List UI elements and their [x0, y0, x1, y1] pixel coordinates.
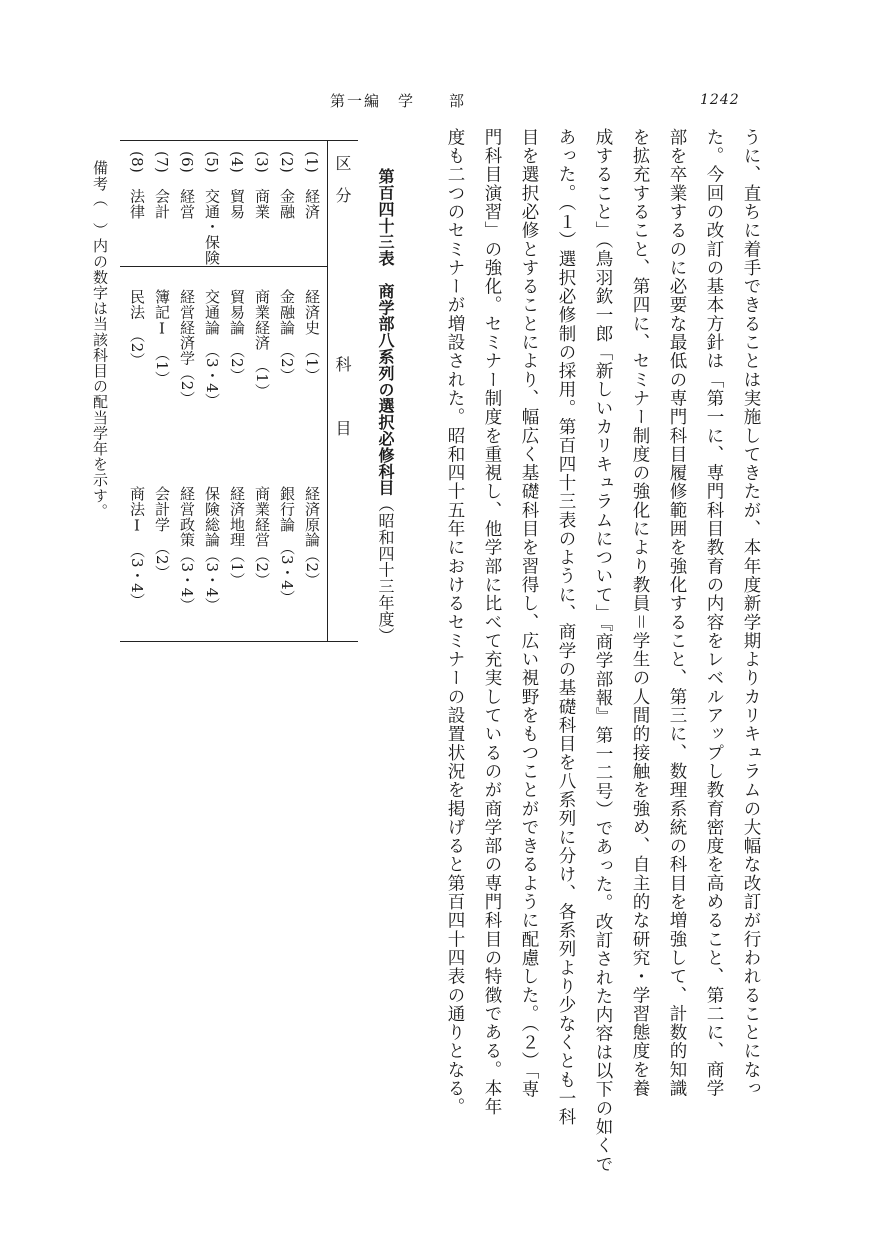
- table-division-cell: (5) 交通・保険: [203, 151, 221, 265]
- table-division-cell: (6) 経営: [178, 151, 196, 220]
- body-line: を拡充すること、第四に、セミナー制度の強化により教員＝学生の人間的接触を強め、自主的な研究・学習態度を養: [630, 128, 650, 1098]
- table-division-rule: [120, 266, 327, 267]
- table-subject-cell: 貿易論 （2）: [228, 289, 246, 384]
- table-division-cell: (1) 経済: [303, 151, 321, 220]
- table-division-cell: (8) 法律: [128, 151, 146, 220]
- table-subject-cell: 経営政策（3・4）: [178, 486, 196, 613]
- table-subject-cell: 金融論 （2）: [278, 289, 296, 384]
- table-subject-cell: 商業経済 （1）: [253, 289, 271, 399]
- body-line: 成すること」（鳥羽欽一郎「新しいカリキュラムについて」『商学部報』第一二号）であった。改訂された内容は以下の如くで: [593, 128, 613, 1174]
- table-subject-cell: 経営経済学（2）: [178, 289, 196, 406]
- table-header-rule: [327, 141, 328, 641]
- table-title-text: 第百四十三表 商学部八系列の選択必修科目: [376, 168, 395, 496]
- body-line: 度も二つのセミナーが増設された。昭和四十五年におけるセミナーの設置状況を掲げると第百四十四表の通りとなる。: [445, 128, 465, 1117]
- table-subject-cell: 銀行論 （3・4）: [278, 486, 296, 606]
- table-subject-cell: 経済地理（1）: [228, 486, 246, 588]
- table-division-cell: (2) 金融: [278, 151, 296, 220]
- table-note: 備考（ ）内の数字は当該科目の配当学年を示す。: [91, 160, 109, 519]
- body-line: 目を選択必修とすることにより、幅広く基礎科目を習得し、広い視野をもつことができるように配慮した。（２）「専: [519, 128, 539, 1099]
- table-subject-cell: 民法 （2）: [128, 289, 146, 368]
- page-number: 1242: [700, 92, 740, 108]
- body-line: あった。（１）選択必修制の採用。第百四十三表のように、商学の基礎科目を八系列に分け、各系列より少なくとも一科: [556, 128, 576, 1127]
- table-title: [367, 168, 397, 644]
- table-title-era: （昭和四十三年度）: [376, 496, 395, 644]
- table-division-cell: (7) 会計: [153, 151, 171, 220]
- table-division-cell: (3) 商業: [253, 151, 271, 220]
- body-line: うに、直ちに着手できることは実施してきたが、本年度新学期よりカリキュラムの大幅な改訂が行われることになっ: [741, 128, 761, 1098]
- body-line: た。今回の改訂の基本方針は「第一に、専門科目教育の内容をレベルアップし教育密度を高めること、第二に、商学: [704, 128, 724, 1098]
- running-title: 第一編 学 部: [330, 92, 467, 110]
- table-subject-cell: 保険総論（3・4）: [203, 486, 221, 613]
- table-subject-cell: 会計学 （2）: [153, 486, 171, 581]
- table-subject-cell: 商法Ⅰ （3・4）: [128, 486, 146, 609]
- table-header-division: 区 分: [333, 155, 352, 203]
- table-subject-cell: 交通論 （3・4）: [203, 289, 221, 409]
- body-line: 門科目演習」の強化。セミナー制度を重視し、他学部に比べて充実しているのが商学部の専門科目の特徴である。本年: [482, 128, 502, 1117]
- table-subject-cell: 経済史 （1）: [303, 289, 321, 384]
- subject-table: [120, 140, 358, 642]
- table-subject-cell: 商業経営（2）: [253, 486, 271, 588]
- table-subject-cell: 経済原論（2）: [303, 486, 321, 588]
- table-division-cell: (4) 貿易: [228, 151, 246, 220]
- body-line: 部を卒業するのに必要な最低の専門科目履修範囲を強化すること、第三に、数理系統の科目を増強して、計数的知識: [667, 128, 687, 1098]
- table-subject-cell: 簿記Ⅰ （1）: [153, 289, 171, 387]
- table-header-subjects: 科 目: [333, 356, 352, 436]
